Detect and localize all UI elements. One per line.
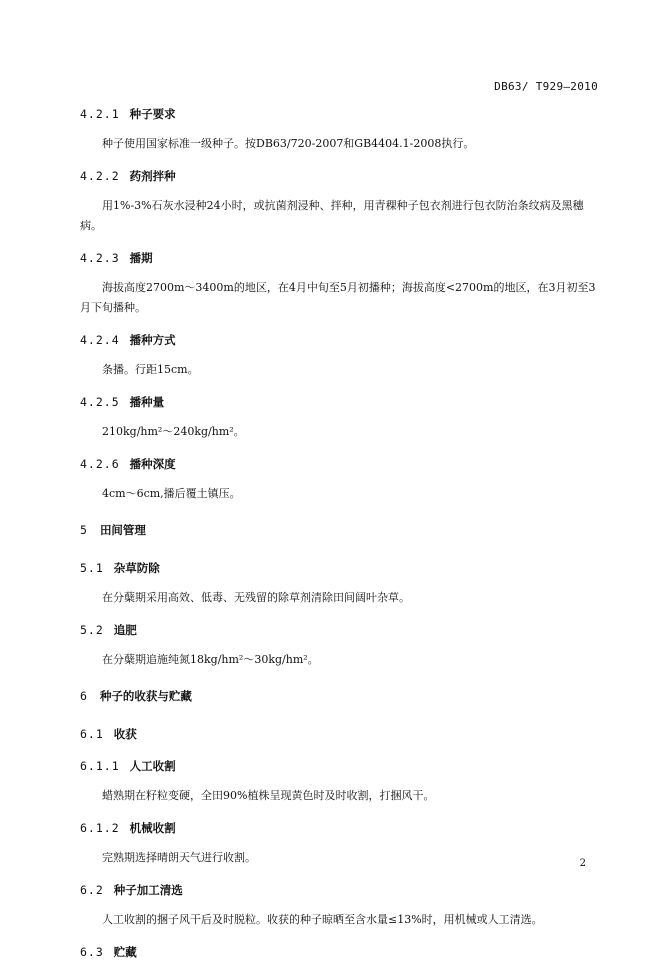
heading-6-3: 6.3 贮藏 (80, 945, 137, 959)
paragraph-4-2-1: 种子使用国家标准一级种子。按DB63/720-2007和GB4404.1-2008执行。 (102, 137, 475, 150)
heading-6-1-1: 6.1.1 人工收割 (80, 759, 176, 773)
heading-4-2-6: 4.2.6 播种深度 (80, 457, 176, 471)
heading-4-2-4: 4.2.4 播种方式 (80, 333, 176, 347)
heading-5-2: 5.2 追肥 (80, 623, 137, 637)
heading-4-2-2: 4.2.2 药剂拌种 (80, 169, 176, 183)
document-code-header: DB63/ T929—2010 (494, 80, 598, 93)
paragraph-4-2-6: 4cm～6cm,播后覆土镇压。 (102, 487, 241, 500)
paragraph-6-1-2: 完熟期选择晴朗天气进行收割。 (102, 851, 256, 864)
paragraph-5-1: 在分蘖期采用高效、低毒、无残留的除草剂清除田间阔叶杂草。 (102, 591, 410, 604)
paragraph-4-2-4: 条播。行距15cm。 (102, 363, 199, 376)
heading-6-1: 6.1 收获 (80, 727, 137, 741)
heading-5-1: 5.1 杂草防除 (80, 561, 160, 575)
paragraph-4-2-5: 210kg/hm²～240kg/hm²。 (102, 425, 245, 438)
page-number: 2 (579, 858, 586, 869)
heading-6-2: 6.2 种子加工清选 (80, 883, 183, 897)
heading-6-1-2: 6.1.2 机械收割 (80, 821, 176, 835)
heading-6: 6 种子的收获与贮藏 (80, 689, 192, 703)
heading-5: 5 田间管理 (80, 523, 146, 537)
document-body (80, 102, 600, 964)
heading-4-2-5: 4.2.5 播种量 (80, 395, 165, 409)
paragraph-6-1-1: 蜡熟期在籽粒变硬，全田90%植株呈现黄色时及时收割，打捆风干。 (102, 789, 435, 802)
heading-4-2-3: 4.2.3 播期 (80, 251, 153, 265)
paragraph-5-2: 在分蘖期追施纯氮18kg/hm²～30kg/hm²。 (102, 653, 319, 666)
heading-4-2-1: 4.2.1 种子要求 (80, 107, 176, 121)
paragraph-4-2-3: 海拔高度2700m～3400m的地区，在4月中旬至5月初播种；海拔高度<2700m的地区，在3月初至3月下旬播种。 (80, 281, 596, 314)
paragraph-4-2-2: 用1%-3%石灰水浸种24小时，或抗菌剂浸种、拌种，用青稞种子包衣剂进行包衣防治条纹病及黑穗病。 (80, 199, 584, 232)
paragraph-6-2: 人工收割的捆子风干后及时脱粒。收获的种子晾晒至含水量≤13%时，用机械或人工清选。 (102, 913, 543, 926)
